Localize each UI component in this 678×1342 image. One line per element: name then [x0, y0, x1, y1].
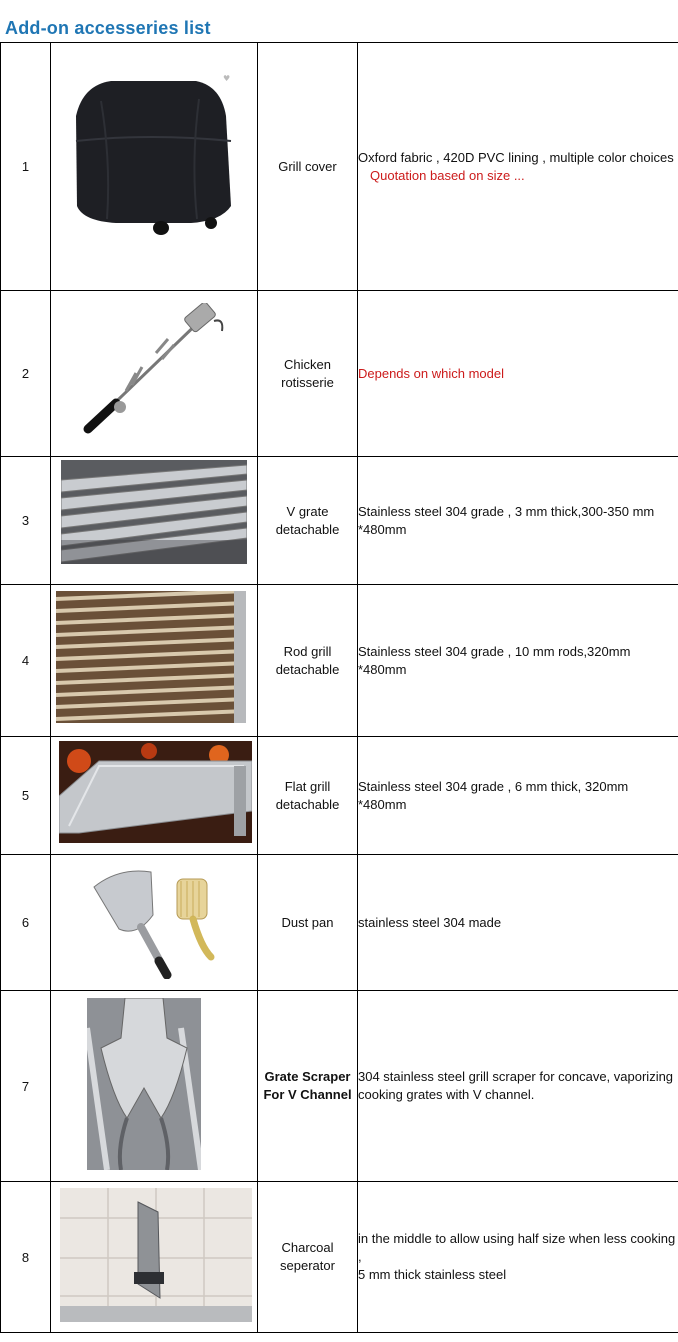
accessories-table: [0, 42, 678, 1333]
item-description: in the middle to allow using half size when less cooking , 5 mm thick stainless steel: [358, 1182, 678, 1333]
row-number: 4: [1, 585, 51, 737]
item-description: Stainless steel 304 grade , 3 mm thick,300-350 mm *480mm: [358, 457, 678, 585]
table-row: [1, 585, 678, 737]
dust-pan-image: [51, 855, 258, 991]
v-grate-image: [51, 457, 258, 585]
row-number: 8: [1, 1182, 51, 1333]
item-name: Flat grill detachable: [258, 737, 358, 855]
grate-scraper-image: [51, 991, 258, 1182]
grate-scraper-icon: [87, 998, 201, 1170]
table-row: [1, 43, 678, 291]
charcoal-seperator-icon: [60, 1188, 252, 1322]
item-description: 304 stainless steel grill scraper for concave, vaporizing cooking grates with V channel.: [358, 991, 678, 1182]
rotisserie-image: [51, 291, 258, 457]
item-name: Grill cover: [258, 43, 358, 291]
item-description: Stainless steel 304 grade , 6 mm thick, 320mm *480mm: [358, 737, 678, 855]
page-title: Add-on accesseries list: [5, 18, 211, 38]
item-name: V grate detachable: [258, 457, 358, 585]
rotisserie-icon: [76, 303, 226, 443]
row-number: 5: [1, 737, 51, 855]
charcoal-seperator-image: [51, 1182, 258, 1333]
row-number: 1: [1, 43, 51, 291]
flat-grill-icon: [59, 741, 252, 843]
svg-text:♥: ♥: [223, 74, 231, 83]
item-name: Rod grill detachable: [258, 585, 358, 737]
row-number: 6: [1, 855, 51, 991]
rod-grill-icon: [56, 591, 246, 723]
table-row: [1, 855, 678, 991]
item-name: Chicken rotisserie: [258, 291, 358, 457]
table-row: [1, 291, 678, 457]
row-number: 3: [1, 457, 51, 585]
item-name: Dust pan: [258, 855, 358, 991]
flat-grill-image: [51, 737, 258, 855]
v-grate-icon: [61, 460, 247, 564]
table-row: [1, 1182, 678, 1333]
dust-pan-icon: [89, 867, 229, 979]
table-row: [1, 457, 678, 585]
item-name: Charcoal seperator: [258, 1182, 358, 1333]
item-name: Grate Scraper For V Channel: [258, 991, 358, 1182]
grill-cover-image: [51, 43, 258, 291]
item-description: Oxford fabric , 420D PVC lining , multiple color choices Quotation based on size ...: [358, 43, 678, 291]
table-row: [1, 737, 678, 855]
table-row: [1, 991, 678, 1182]
item-description: Depends on which model: [358, 291, 678, 457]
grill-cover-icon: [71, 71, 236, 236]
row-number: 2: [1, 291, 51, 457]
rod-grill-image: [51, 585, 258, 737]
row-number: 7: [1, 991, 51, 1182]
item-description: stainless steel 304 made: [358, 855, 678, 991]
item-description: Stainless steel 304 grade , 10 mm rods,320mm *480mm: [358, 585, 678, 737]
